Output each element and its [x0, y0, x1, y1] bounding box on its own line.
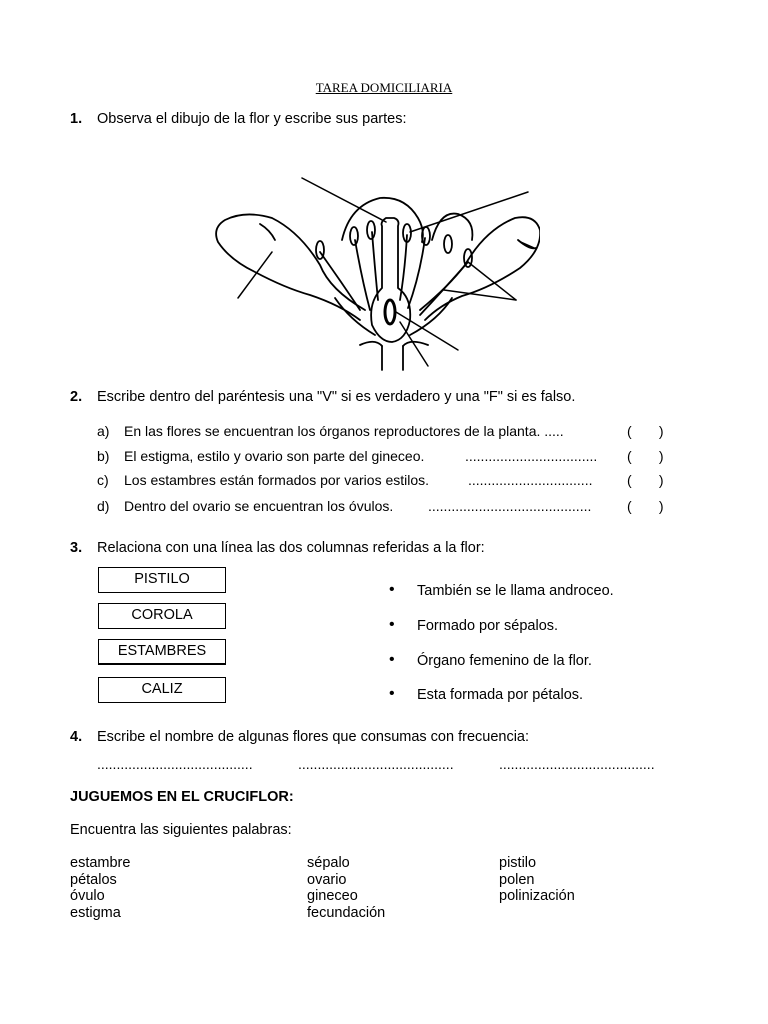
bullet-3: •: [389, 651, 395, 668]
word-list-column-2: [307, 855, 385, 922]
statement-d-dots: ..........................................: [428, 498, 592, 514]
question-4-number: 4.: [70, 729, 83, 745]
definition-2[interactable]: Formado por sépalos.: [417, 618, 559, 634]
flower-diagram: [200, 170, 540, 375]
word-item: fecundación: [307, 905, 386, 922]
statement-c-dots: ................................: [468, 472, 593, 488]
word-item: óvulo: [70, 888, 105, 905]
word-item: sépalo: [307, 855, 350, 871]
term-box-estambres[interactable]: ESTAMBRES: [98, 639, 226, 665]
word-list-column-3: [499, 855, 575, 905]
statement-d-answer-box[interactable]: ( ): [627, 498, 664, 514]
page-title: TAREA DOMICILIARIA: [315, 80, 453, 95]
statement-b-letter: b): [97, 448, 110, 464]
question-2-text: Escribe dentro del paréntesis una "V" si es verdadero y una "F" si es falso.: [97, 389, 576, 405]
word-item: polen: [499, 871, 535, 888]
question-1-number: 1.: [70, 111, 83, 127]
word-item: polinización: [499, 888, 575, 905]
statement-c-answer-box[interactable]: ( ): [627, 472, 664, 488]
word-item: estigma: [70, 905, 121, 922]
word-item: pistilo: [499, 855, 537, 871]
word-item: gineceo: [307, 888, 358, 905]
question-4-text: Escribe el nombre de algunas flores que consumas con frecuencia:: [97, 729, 530, 745]
definition-3[interactable]: Órgano femenino de la flor.: [417, 653, 592, 669]
word-item: ovario: [307, 871, 347, 888]
statement-d-text: Dentro del ovario se encuentran los óvulos.: [124, 498, 394, 514]
statement-a-answer-box[interactable]: ( ): [627, 423, 664, 439]
statement-a-letter: a): [97, 423, 110, 439]
statement-c-text: Los estambres están formados por varios estilos.: [124, 472, 430, 488]
bullet-4: •: [389, 685, 395, 702]
answer-blank-1[interactable]: ........................................: [97, 756, 253, 772]
term-box-corola[interactable]: COROLA: [98, 603, 226, 629]
statement-b-text: El estigma, estilo y ovario son parte del gineceo.: [124, 448, 425, 464]
game-heading: JUGUEMOS EN EL CRUCIFLOR:: [70, 789, 294, 805]
term-box-caliz[interactable]: CALIZ: [98, 677, 226, 703]
definition-4[interactable]: Esta formada por pétalos.: [417, 687, 584, 703]
bullet-1: •: [389, 581, 395, 598]
question-1-text: Observa el dibujo de la flor y escribe sus partes:: [97, 111, 407, 127]
question-3-number: 3.: [70, 540, 83, 556]
statement-c-letter: c): [97, 472, 109, 488]
question-3-text: Relaciona con una línea las dos columnas referidas a la flor:: [97, 540, 485, 556]
word-list-column-1: [70, 855, 130, 922]
game-instruction: Encuentra las siguientes palabras:: [70, 822, 292, 838]
statement-b-dots: ..................................: [465, 448, 598, 464]
answer-blank-2[interactable]: ........................................: [298, 756, 454, 772]
statement-a-text: En las flores se encuentran los órganos reproductores de la planta. .....: [124, 423, 564, 439]
statement-d-letter: d): [97, 498, 110, 514]
bullet-2: •: [389, 616, 395, 633]
question-2-number: 2.: [70, 389, 83, 405]
answer-blank-3[interactable]: ........................................: [499, 756, 655, 772]
word-item: estambre: [70, 855, 131, 871]
word-item: pétalos: [70, 871, 117, 888]
statement-b-answer-box[interactable]: ( ): [627, 448, 664, 464]
term-box-pistilo[interactable]: PISTILO: [98, 567, 226, 593]
definition-1[interactable]: También se le llama androceo.: [417, 583, 614, 599]
